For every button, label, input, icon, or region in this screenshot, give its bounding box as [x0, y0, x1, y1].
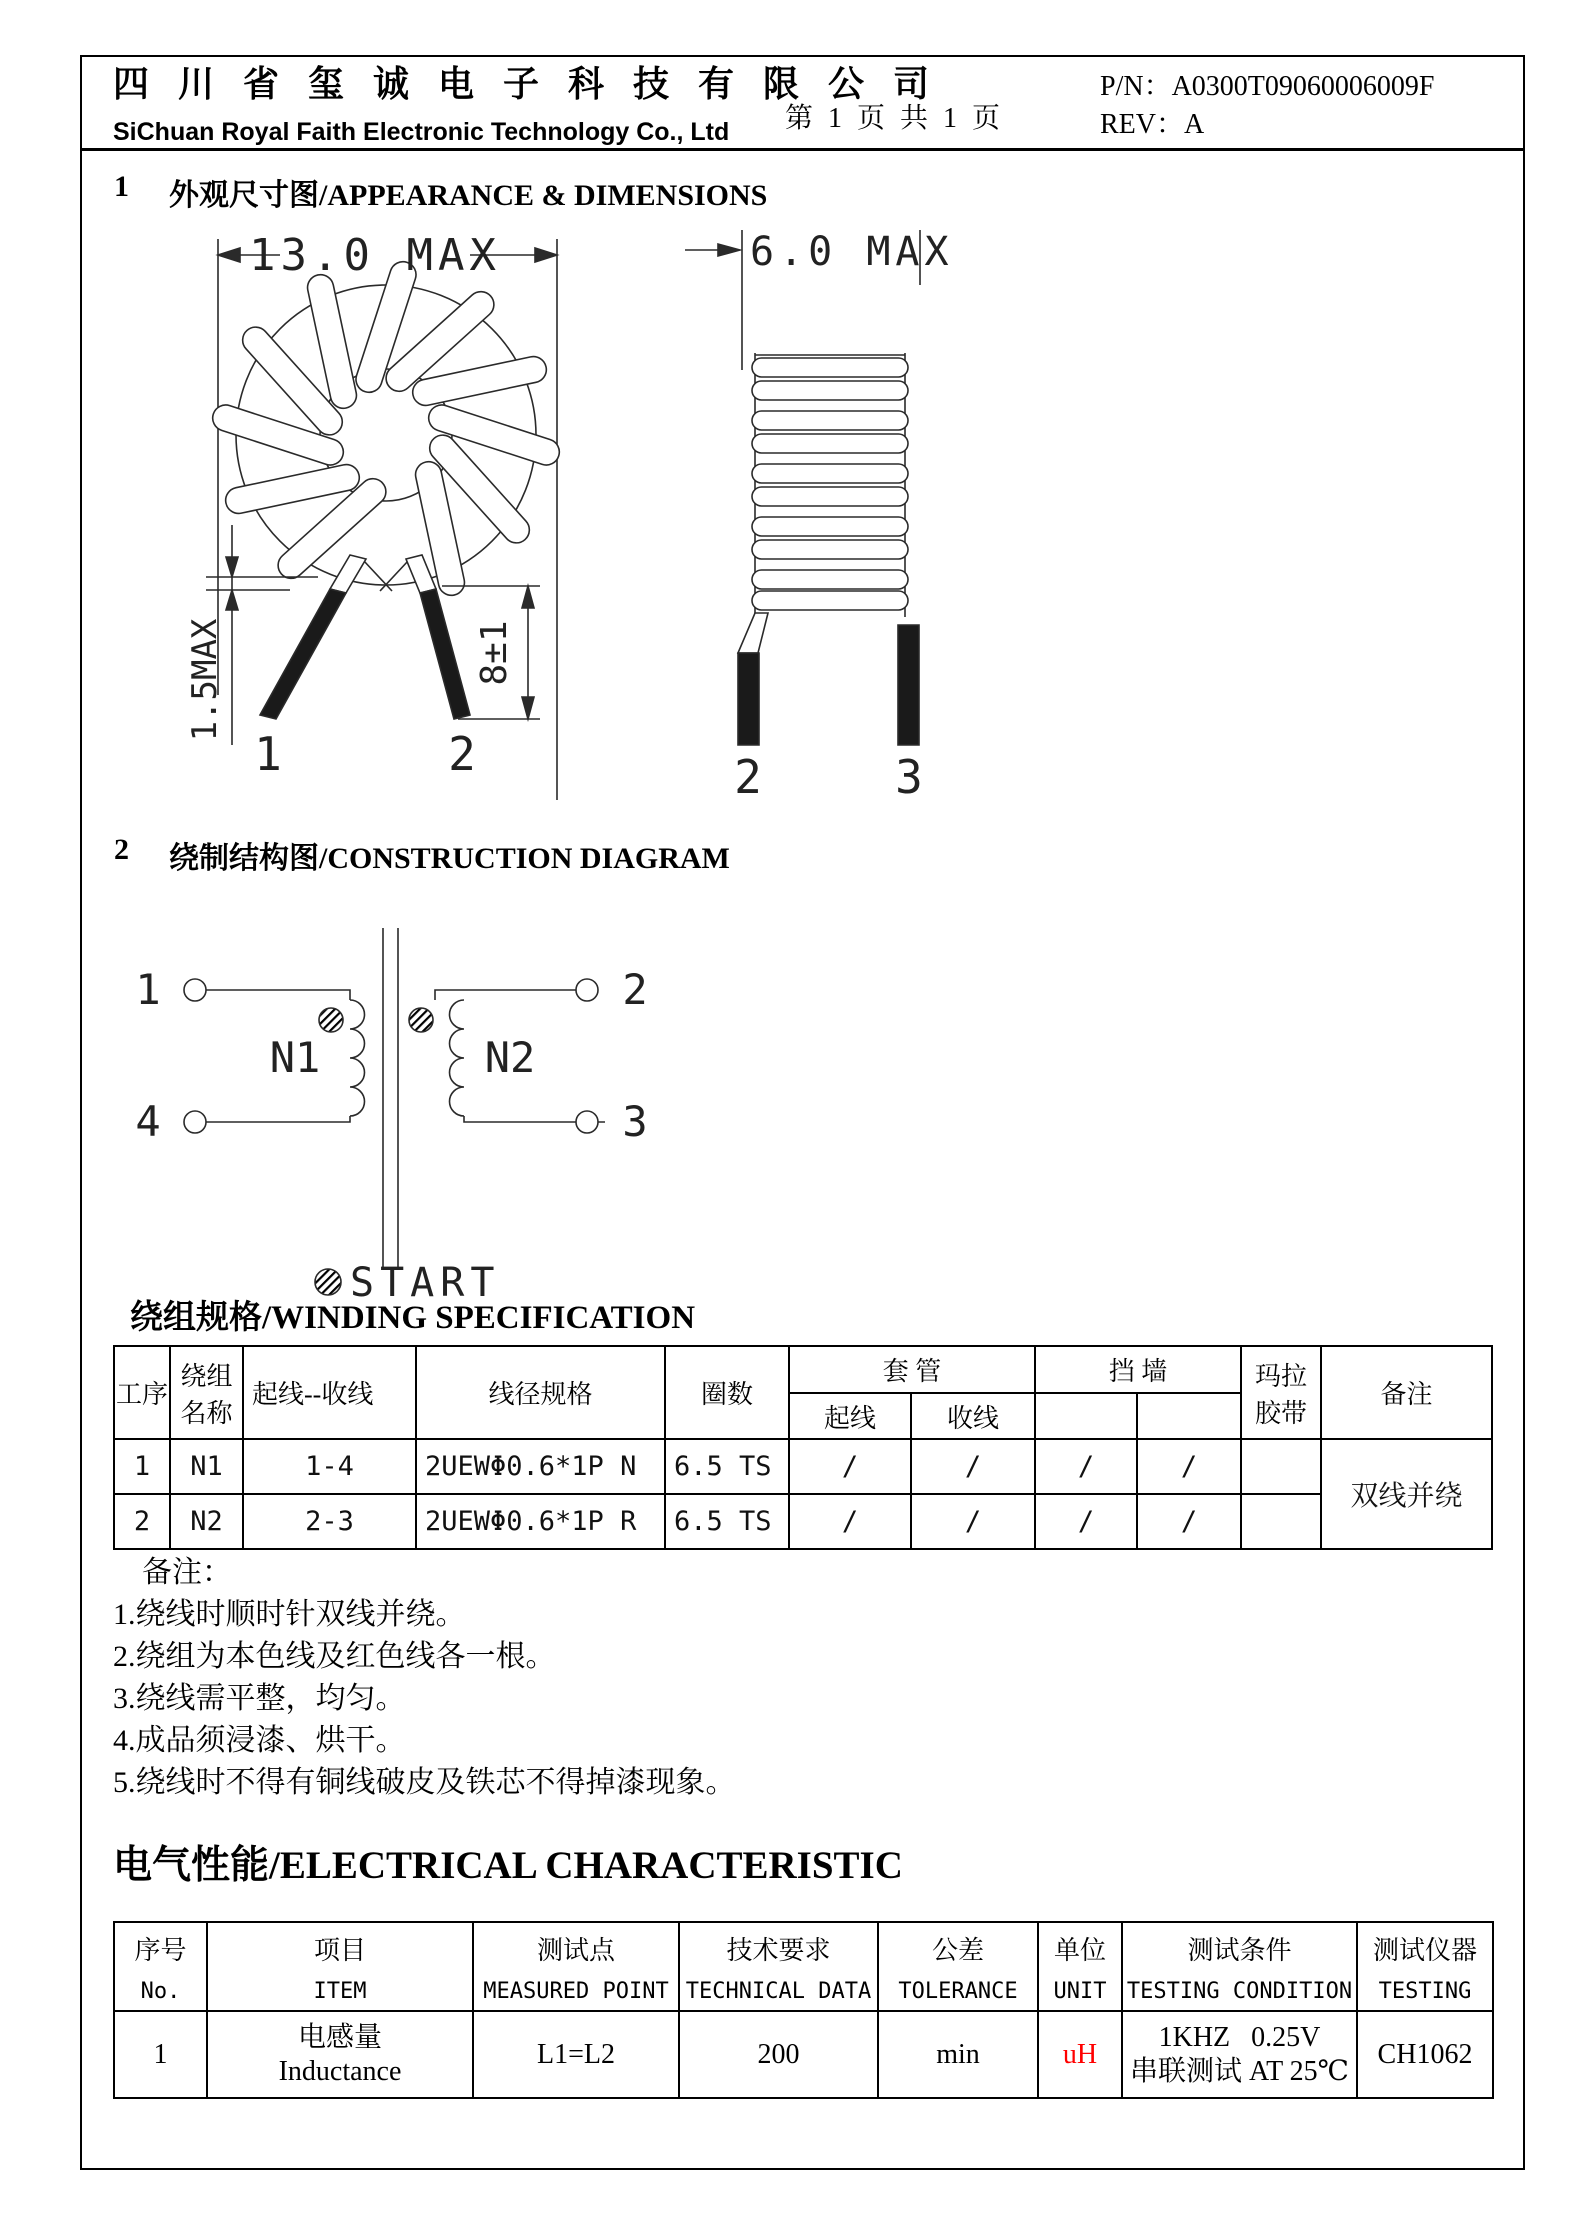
revision: REV：A — [1100, 109, 1205, 140]
cell-barrier-1: / — [1035, 1439, 1137, 1494]
header-cn: 项目 — [313, 1935, 366, 1965]
cell-process: 1 — [114, 1439, 170, 1494]
condition-line2: 串联测试 AT 25℃ — [1129, 2055, 1350, 2087]
header-cn: 测试条件 — [1187, 1935, 1292, 1965]
cell-measured-point: L1=L2 — [473, 2011, 679, 2098]
section2-heading — [0, 833, 1587, 873]
note-line: 5.绕线时不得有铜线破皮及铁芯不得掉漆现象。 — [113, 1766, 736, 1799]
header-cn: 测试点 — [536, 1935, 615, 1965]
cell-barrier-2: / — [1137, 1494, 1241, 1549]
winding-notes — [113, 1552, 736, 1804]
col-header-item — [207, 1922, 473, 2011]
dim-width-label: 13.0 MAX — [249, 230, 501, 281]
col-header-testing-condition — [1122, 1922, 1357, 2011]
header-en: TECHNICAL DATA — [685, 1978, 872, 2004]
header-cn: 技术要求 — [726, 1935, 831, 1965]
section1-title: 外观尺寸图/APPEARANCE & DIMENSIONS — [169, 179, 768, 212]
col-header-barrier-1 — [1035, 1393, 1137, 1439]
condition-line1: 1KHZ 0.25V — [1158, 2021, 1321, 2053]
n1-start-marker-icon — [319, 1008, 343, 1032]
appearance-drawing-side-view — [680, 225, 980, 805]
cell-barrier-1: / — [1035, 1494, 1137, 1549]
cell-unit: uH — [1038, 2011, 1122, 2098]
col-header-technical-data — [679, 1922, 878, 2011]
col-header-process: 工序 — [114, 1346, 170, 1439]
col-header-sleeve-end: 收线 — [911, 1393, 1035, 1439]
item-en: Inductance — [278, 2055, 402, 2087]
note-line: 3.绕线需平整，均匀。 — [113, 1682, 406, 1715]
cell-remark-merged: 双线并绕 — [1321, 1439, 1492, 1549]
header-cn: 公差 — [931, 1935, 984, 1965]
cell-tape — [1241, 1439, 1321, 1494]
dim-lead-length-label: 8±1 — [474, 620, 515, 686]
col-header-no — [114, 1922, 207, 2011]
start-legend-label: START — [350, 1260, 501, 1306]
n2-start-marker-icon — [409, 1008, 433, 1032]
header-en: TOLERANCE — [898, 1978, 1018, 2004]
winding-spec-table — [113, 1345, 1493, 1550]
cell-winding-name: N1 — [170, 1439, 243, 1494]
header-en: ITEM — [313, 1978, 367, 2004]
cell-process: 2 — [114, 1494, 170, 1549]
winding-row-1 — [114, 1439, 1492, 1494]
col-header-testing — [1357, 1922, 1493, 2011]
winding1-label: N1 — [269, 1033, 321, 1082]
cell-tape — [1241, 1494, 1321, 1549]
col-header-wire-spec: 线径规格 — [416, 1346, 665, 1439]
electrical-title: 电气性能/ELECTRICAL CHARACTERISTIC — [113, 1844, 903, 1887]
cell-sleeve-end: / — [911, 1439, 1035, 1494]
note-line: 1.绕线时顺时针双线并绕。 — [113, 1598, 466, 1631]
front-pin2-label: 2 — [448, 727, 476, 781]
col-header-unit — [1038, 1922, 1122, 2011]
appearance-drawing-front-view — [140, 225, 690, 805]
cell-sleeve-start: / — [789, 1439, 911, 1494]
header-en: TESTING — [1378, 1978, 1472, 2004]
header-en: MEASURED POINT — [483, 1978, 669, 2004]
header-en: TESTING CONDITION — [1126, 1978, 1353, 2004]
side-pin2-label: 2 — [734, 750, 762, 804]
cell-item — [207, 2011, 473, 2098]
col-header-barrier-2 — [1137, 1393, 1241, 1439]
electrical-table — [113, 1921, 1494, 2099]
company-name-en: SiChuan Royal Faith Electronic Technology Co., Ltd — [113, 118, 730, 146]
col-header-sleeve: 套 管 — [789, 1346, 1035, 1393]
cell-pins: 1-4 — [243, 1439, 416, 1494]
cell-pins: 2-3 — [243, 1494, 416, 1549]
cell-wire-spec: 2UEWΦ0.6*1P R — [416, 1494, 665, 1549]
section2-number: 2 — [114, 833, 129, 866]
cell-no: 1 — [114, 2011, 207, 2098]
construction-pin3-label: 3 — [622, 1097, 648, 1146]
section1-number: 1 — [114, 170, 129, 203]
item-cn: 电感量 — [297, 2021, 382, 2053]
section2-title: 绕制结构图/CONSTRUCTION DIAGRAM — [169, 842, 730, 875]
col-header-start-end: 起线--收线 — [243, 1346, 416, 1439]
cell-testing-instrument: CH1062 — [1357, 2011, 1493, 2098]
cell-winding-name: N2 — [170, 1494, 243, 1549]
side-pin3-label: 3 — [895, 750, 923, 804]
cell-technical-data: 200 — [679, 2011, 878, 2098]
header-en: UNIT — [1053, 1978, 1107, 2004]
cell-barrier-2: / — [1137, 1439, 1241, 1494]
section1-heading — [0, 170, 1587, 210]
col-header-turns: 圈数 — [665, 1346, 789, 1439]
col-header-remark: 备注 — [1321, 1346, 1492, 1439]
cell-sleeve-start: / — [789, 1494, 911, 1549]
part-number: P/N：A0300T09060006009F — [1100, 71, 1435, 102]
header-cn: 序号 — [134, 1935, 187, 1965]
page-count: 第 1 页 共 1 页 — [785, 103, 1005, 134]
col-header-barrier: 挡 墙 — [1035, 1346, 1241, 1393]
dim-thickness-label: 6.0 MAX — [750, 229, 954, 275]
construction-pin4-label: 4 — [135, 1097, 161, 1146]
notes-title: 备注： — [142, 1556, 232, 1589]
col-header-tape: 玛拉胶带 — [1241, 1346, 1321, 1439]
header-divider — [80, 148, 1523, 151]
winding-row-2 — [114, 1494, 1492, 1549]
company-name-cn: 四 川 省 玺 诚 电 子 科 技 有 限 公 司 — [113, 64, 940, 104]
winding2-label: N2 — [484, 1033, 536, 1082]
cell-testing-condition — [1122, 2011, 1357, 2098]
construction-pin2-label: 2 — [622, 965, 648, 1014]
cell-wire-spec: 2UEWΦ0.6*1P N — [416, 1439, 665, 1494]
col-header-sleeve-start: 起线 — [789, 1393, 911, 1439]
cell-tolerance: min — [878, 2011, 1038, 2098]
front-pin1-label: 1 — [254, 727, 282, 781]
cell-turns: 6.5 TS — [665, 1494, 789, 1549]
construction-diagram — [100, 920, 700, 1320]
construction-pin1-label: 1 — [135, 965, 161, 1014]
note-line: 2.绕组为本色线及红色线各一根。 — [113, 1640, 556, 1673]
header-cn: 测试仪器 — [1372, 1935, 1477, 1965]
col-header-tolerance — [878, 1922, 1038, 2011]
col-header-measured-point — [473, 1922, 679, 2011]
cell-turns: 6.5 TS — [665, 1439, 789, 1494]
col-header-winding-name: 绕组名称 — [170, 1346, 243, 1439]
winding-spec-title: 绕组规格/WINDING SPECIFICATION — [130, 1300, 696, 1336]
cell-sleeve-end: / — [911, 1494, 1035, 1549]
header-en: No. — [140, 1978, 181, 2004]
header-cn: 单位 — [1053, 1935, 1106, 1965]
dim-standoff-label: 1.5MAX — [185, 618, 225, 742]
note-line: 4.成品须浸漆、烘干。 — [113, 1724, 406, 1757]
electrical-row-1 — [114, 2011, 1493, 2098]
